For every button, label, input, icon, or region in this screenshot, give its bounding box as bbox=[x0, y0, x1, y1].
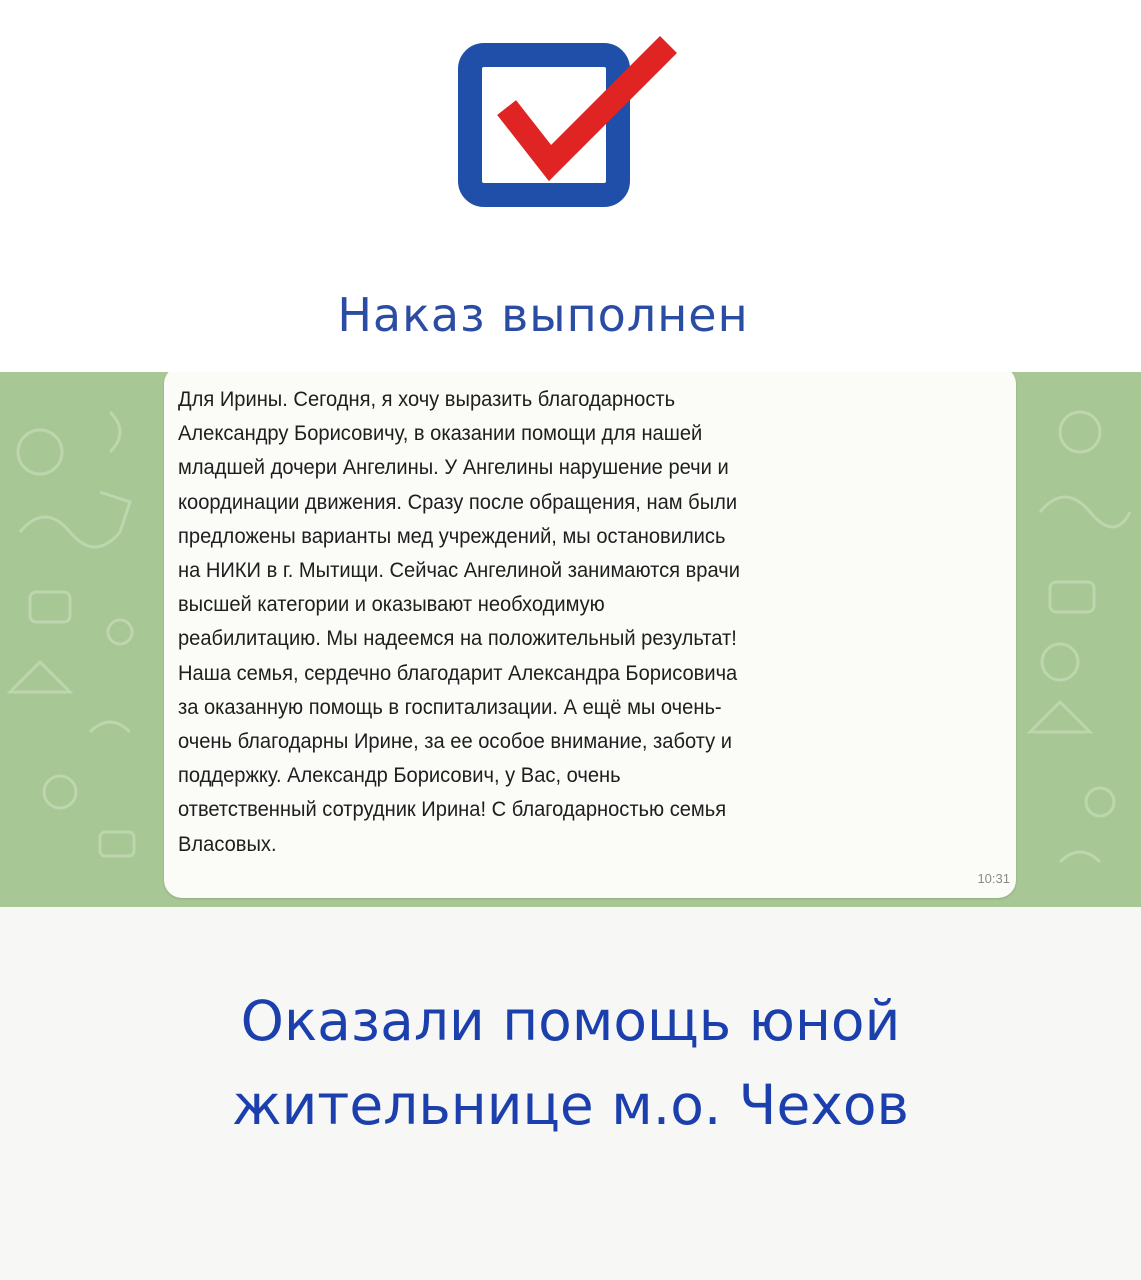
message-timestamp: 10:31 bbox=[977, 871, 1010, 886]
page-heading: Наказ выполнен bbox=[337, 288, 749, 342]
checkbox-checkmark-icon bbox=[452, 35, 682, 210]
header-area bbox=[0, 0, 1141, 372]
message-text: Для Ирины. Сегодня, я хочу выразить благодарность Александру Борисовичу, в оказании помощи для нашей младшей дочери Ангелины. У Ангелины нарушение речи и координации движения. Сразу после обращения, нам были предложены варианты мед учреждений, мы остановились на НИКИ в г. Мытищи. Сейчас Ангелиной занимаются врачи высшей категории и оказывают необходимую реабилитацию. Мы надеемся на положительный результат! Наша семья, сердечно благодарит Александра Борисовича за оказанную помощь в госпитализации. А ещё мы очень- очень благодарны Ирине, за ее особое внимание, заботу и поддержку. Александр Борисович, у Вас, очень ответственный сотрудник Ирина! С благодарностью семья Власовых. bbox=[178, 387, 740, 856]
caption bbox=[0, 979, 1141, 1147]
chat-message-bubble bbox=[164, 372, 1016, 898]
caption-line-2: жительнице м.о. Чехов bbox=[232, 1073, 909, 1137]
footer-area bbox=[0, 907, 1141, 1280]
chat-screenshot bbox=[0, 372, 1141, 907]
caption-line-1: Оказали помощь юной bbox=[240, 989, 901, 1053]
